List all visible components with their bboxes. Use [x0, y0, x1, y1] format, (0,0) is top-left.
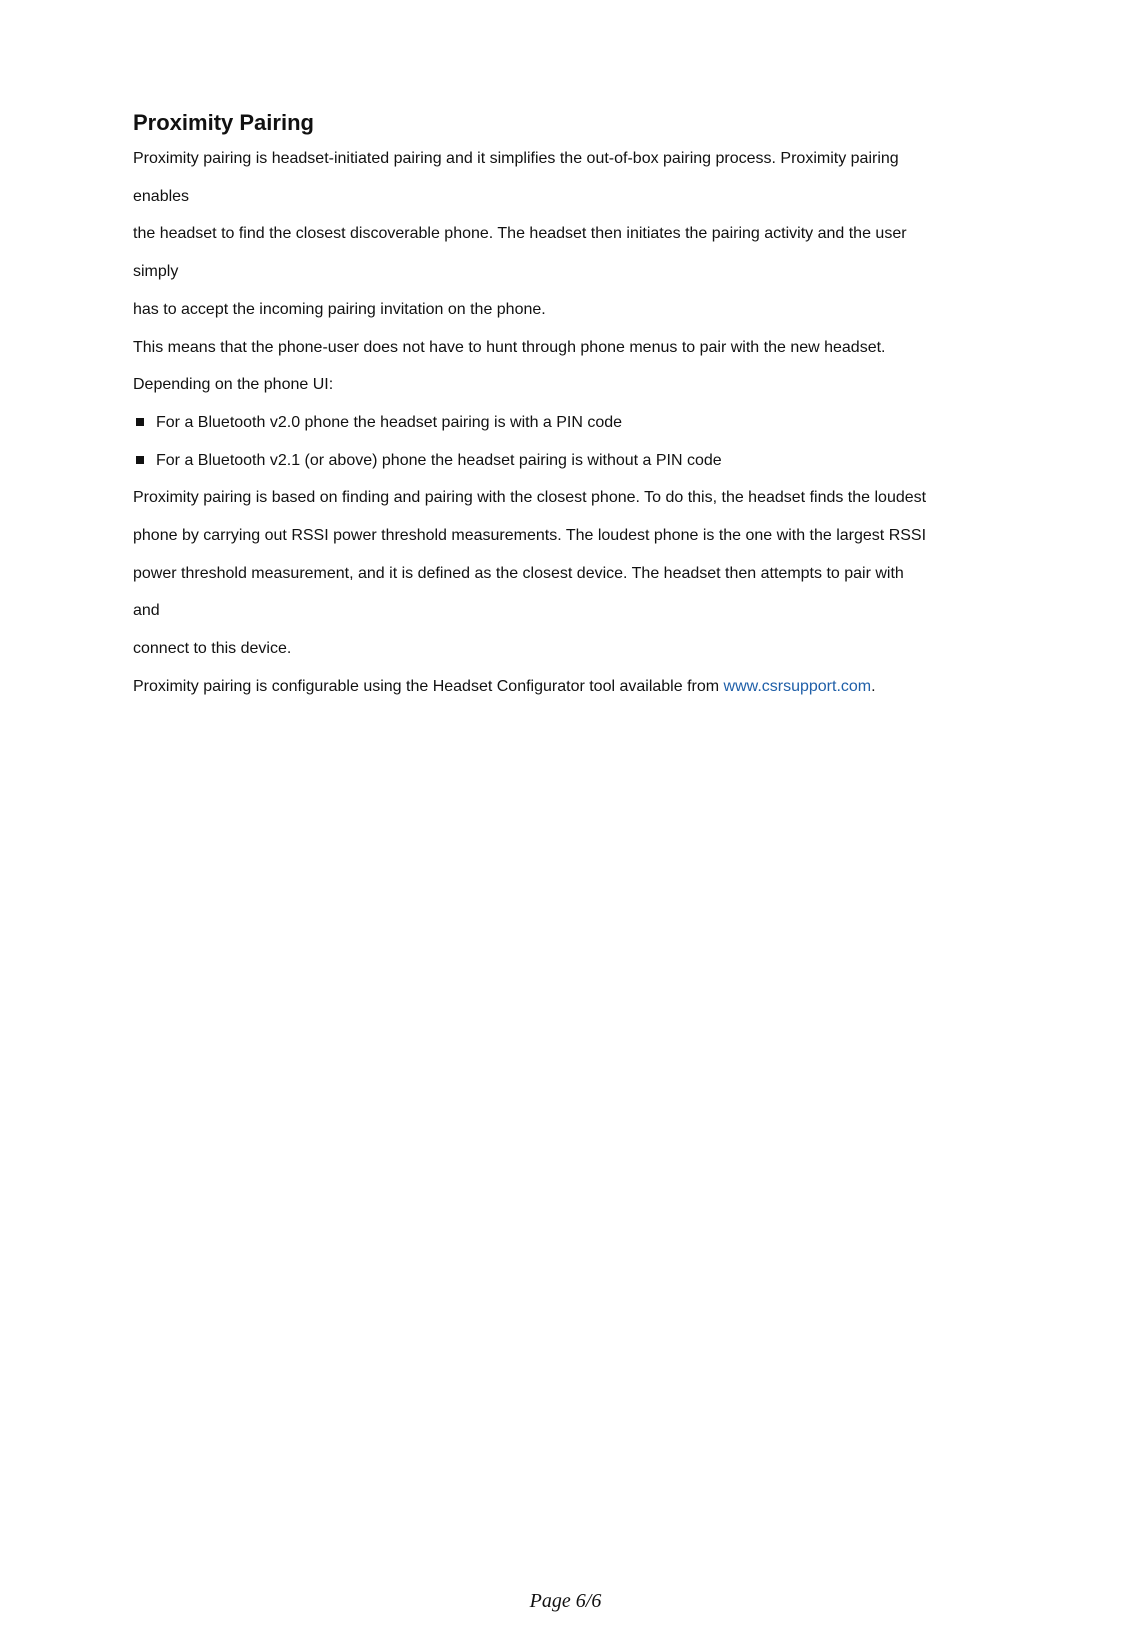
paragraph-line: Proximity pairing is headset-initiated pairing and it simplifies the out-of-box pairing process. Proximity pairing	[133, 150, 899, 167]
square-bullet-icon	[136, 418, 144, 426]
csrsupport-link[interactable]: www.csrsupport.com	[723, 677, 872, 695]
square-bullet-icon	[136, 456, 144, 464]
paragraph-line: This means that the phone-user does not have to hunt through phone menus to pair with the new headset.	[133, 338, 886, 356]
bullet-text: For a Bluetooth v2.0 phone the headset pairing is with a PIN code	[156, 413, 623, 431]
paragraph-line: connect to this device.	[133, 640, 292, 658]
bullet-text: For a Bluetooth v2.1 (or above) phone the headset pairing is without a PIN code	[156, 451, 722, 469]
paragraph-line: has to accept the incoming pairing invitation on the phone.	[133, 300, 546, 318]
paragraph-line: phone by carrying out RSSI power threshold measurements. The loudest phone is the one with the largest RSSI	[133, 527, 927, 545]
bullet-item	[133, 404, 1013, 442]
paragraph-line: Depending on the phone UI:	[133, 376, 334, 394]
section-heading: Proximity Pairing	[133, 110, 314, 135]
paragraph-line: Proximity pairing is based on finding and pairing with the closest phone. To do this, the headset finds the loudest	[133, 489, 927, 507]
final-line-prefix: Proximity pairing is configurable using the Headset Configurator tool available from	[133, 677, 724, 695]
paragraph-line: enables	[133, 187, 190, 205]
bullet-item	[133, 442, 1013, 480]
paragraph-line: and	[133, 602, 160, 620]
paragraph-line: the headset to find the closest discoverable phone. The headset then initiates the pairing activity and the user	[133, 225, 907, 243]
document-body	[133, 108, 1013, 706]
final-line-suffix: .	[871, 677, 876, 695]
paragraph-line: simply	[133, 263, 179, 281]
page-number-footer: Page 6/6	[529, 1590, 602, 1612]
paragraph-line: power threshold measurement, and it is defined as the closest device. The headset then attempts to pair with	[133, 564, 904, 582]
paragraph-line-with-link	[133, 668, 1013, 706]
